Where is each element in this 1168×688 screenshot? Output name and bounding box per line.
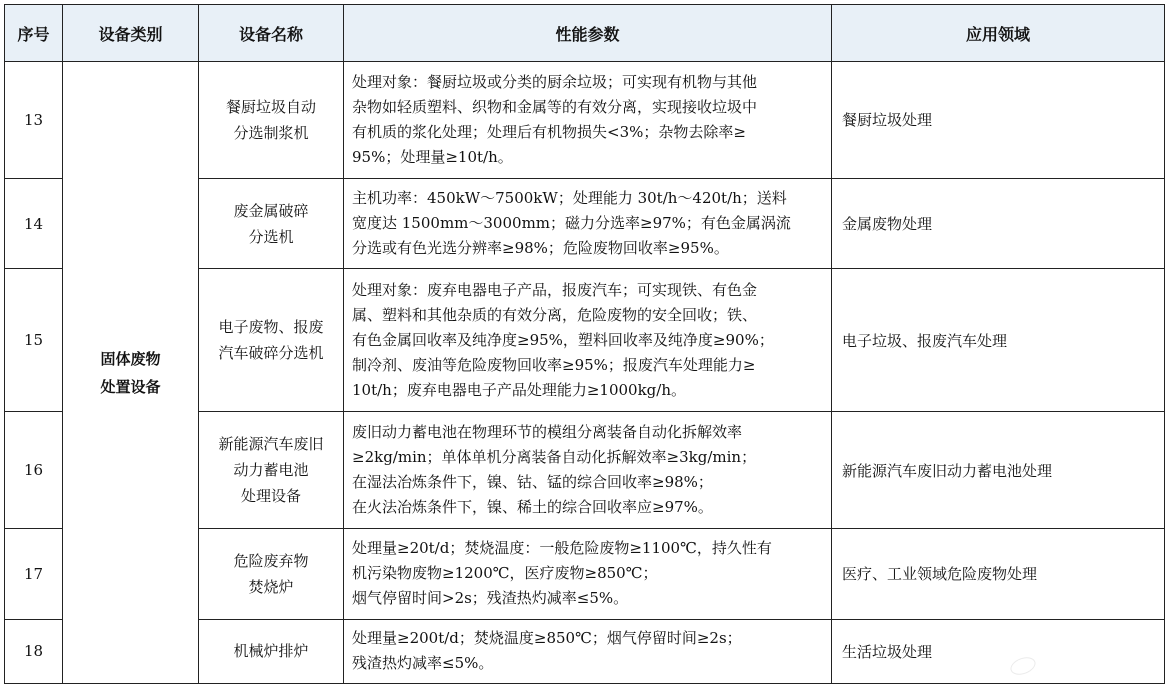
param-line: 有色金属回收率及纯净度≥95%，塑料回收率及纯净度≥90%； [352, 330, 774, 349]
param-line: 处理对象：废弃电器电子产品，报废汽车；可实现铁、有色金 [352, 280, 758, 299]
header-field: 应用领域 [832, 5, 1165, 62]
name-line: 电子废物、报废 [218, 318, 324, 337]
name-line: 焚烧炉 [248, 577, 294, 596]
param-line: ≥2kg/min；单体单机分离装备自动化拆解效率≥3kg/min； [352, 448, 757, 467]
param-line: 处理量≥200t/d；焚烧温度≥850℃；烟气停留时间≥2s； [352, 629, 742, 648]
param-line: 处理对象：餐厨垃圾或分类的厨余垃圾；可实现有机物与其他 [352, 72, 758, 91]
equipment-name [199, 619, 344, 683]
performance-params [344, 528, 832, 619]
param-line: 属、塑料和其他杂质的有效分离，危险废物的安全回收；铁、 [352, 305, 758, 324]
param-line: 在火法冶炼条件下，镍、稀土的综合回收率应≥97%。 [352, 498, 713, 517]
equipment-name [199, 178, 344, 269]
performance-params [344, 178, 832, 269]
row-number: 13 [5, 62, 63, 179]
name-line: 危险废弃物 [233, 551, 309, 570]
name-line: 分选制浆机 [233, 123, 309, 142]
row-number: 18 [5, 619, 63, 683]
name-line: 处理设备 [240, 487, 301, 506]
param-line: 烟气停留时间>2s；残渣热灼减率≤5%。 [352, 589, 629, 608]
header-row [5, 5, 1165, 62]
param-line: 在湿法冶炼条件下，镍、钴、锰的综合回收率≥98%； [352, 473, 713, 492]
header-name: 设备名称 [199, 5, 344, 62]
equipment-name [199, 528, 344, 619]
equipment-table [4, 4, 1165, 684]
row-number: 16 [5, 412, 63, 529]
param-line: 杂物如轻质塑料、织物和金属等的有效分离，实现接收垃圾中 [352, 97, 758, 116]
equipment-name [199, 62, 344, 179]
name-line: 汽车破碎分选机 [218, 344, 324, 363]
application-field: 电子垃圾、报废汽车处理 [832, 269, 1165, 412]
row-number: 17 [5, 528, 63, 619]
application-field: 生活垃圾处理 [832, 619, 1165, 683]
application-field: 新能源汽车废旧动力蓄电池处理 [832, 412, 1165, 529]
application-field: 医疗、工业领域危险废物处理 [832, 528, 1165, 619]
name-line: 机械炉排炉 [233, 642, 309, 661]
category-cell [63, 62, 199, 684]
header-category: 设备类别 [63, 5, 199, 62]
param-line: 10t/h；废弃电器电子产品处理能力≥1000kg/h。 [352, 380, 686, 399]
performance-params [344, 62, 832, 179]
param-line: 有机质的浆化处理；处理后有机物损失<3%；杂物去除率≥ [352, 122, 746, 141]
category-line: 处置设备 [100, 377, 161, 396]
header-number: 序号 [5, 5, 63, 62]
table-row [5, 62, 1165, 179]
param-line: 宽度达 1500mm～3000mm；磁力分选率≥97%；有色金属涡流 [352, 214, 791, 233]
performance-params [344, 269, 832, 412]
row-number: 15 [5, 269, 63, 412]
param-line: 残渣热灼减率≤5%。 [352, 654, 494, 673]
param-line: 主机功率：450kW～7500kW；处理能力 30t/h～420t/h；送料 [352, 189, 787, 208]
param-line: 分选或有色光选分辨率≥98%；危险废物回收率≥95%。 [352, 239, 729, 258]
category-line: 固体废物 [100, 349, 161, 368]
param-line: 机污染物废物≥1200℃，医疗废物≥850℃； [352, 564, 658, 583]
equipment-name [199, 412, 344, 529]
equipment-name [199, 269, 344, 412]
application-field: 餐厨垃圾处理 [832, 62, 1165, 179]
name-line: 新能源汽车废旧 [218, 435, 324, 454]
row-number: 14 [5, 178, 63, 269]
name-line: 餐厨垃圾自动 [225, 97, 316, 116]
performance-params [344, 412, 832, 529]
param-line: 废旧动力蓄电池在物理环节的模组分离装备自动化拆解效率 [352, 423, 743, 442]
header-params: 性能参数 [344, 5, 832, 62]
param-line: 95%；处理量≥10t/h。 [352, 147, 513, 166]
param-line: 处理量≥20t/d；焚烧温度：一般危险废物≥1100℃，持久性有 [352, 539, 772, 558]
name-line: 动力蓄电池 [233, 461, 309, 480]
name-line: 分选机 [248, 227, 294, 246]
param-line: 制冷剂、废油等危险废物回收率≥95%；报废汽车处理能力≥ [352, 355, 756, 374]
name-line: 废金属破碎 [233, 201, 309, 220]
performance-params [344, 619, 832, 683]
application-field: 金属废物处理 [832, 178, 1165, 269]
